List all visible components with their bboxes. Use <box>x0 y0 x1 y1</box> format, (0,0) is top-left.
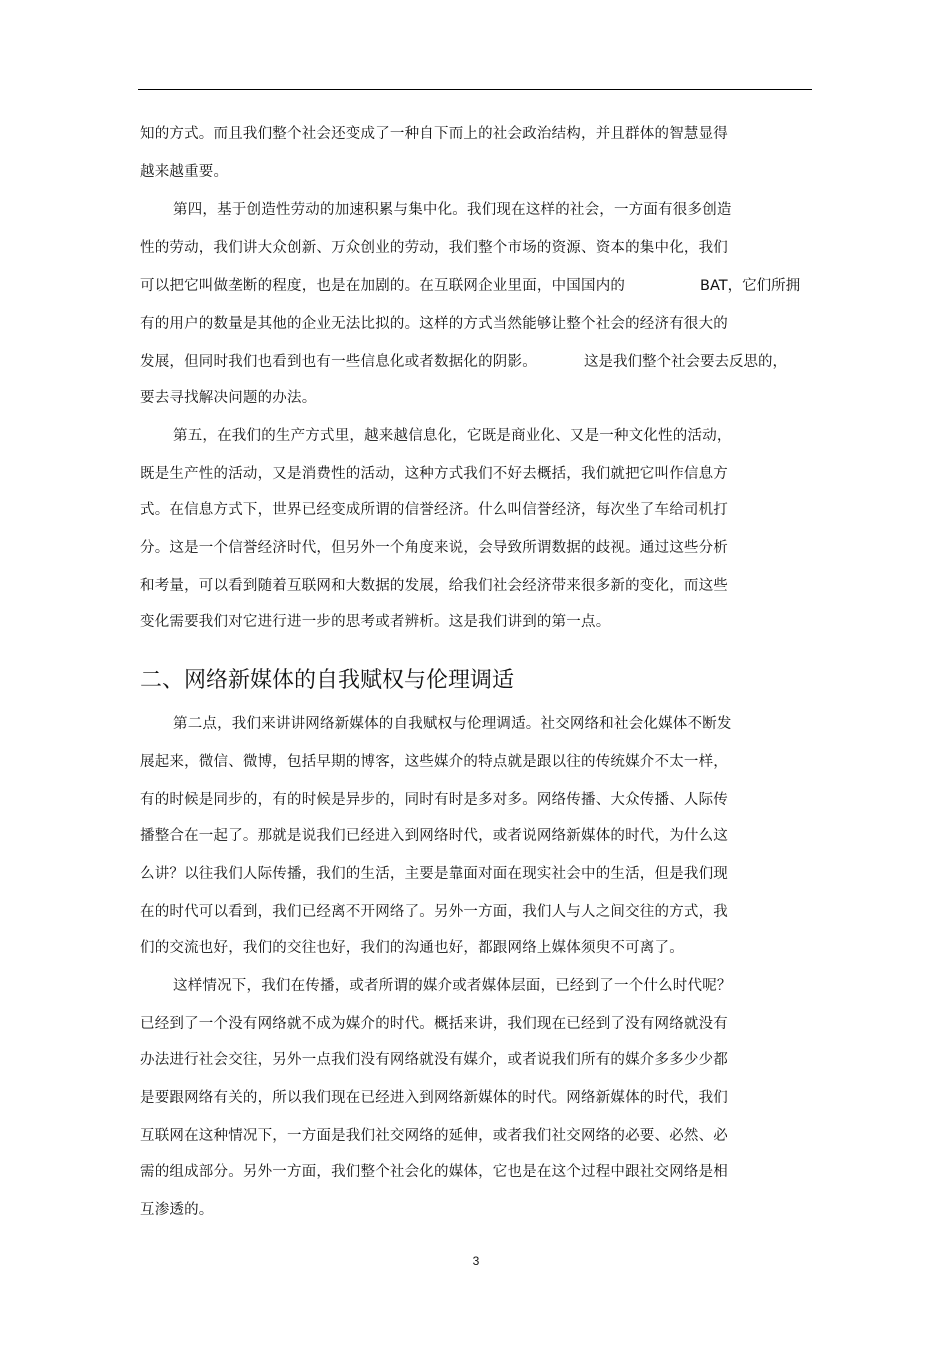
text-line: 么讲？以往我们人际传播，我们的生活，主要是靠面对面在现实社会中的生活，但是我们现 <box>140 866 728 882</box>
page-number: 3 <box>472 1254 480 1268</box>
text-line: 分。这是一个信誉经济时代，但另外一个角度来说，会导致所谓数据的歧视。通过这些分析 <box>140 540 728 556</box>
text-line: 变化需要我们对它进行进一步的思考或者辨析。这是我们讲到的第一点。 <box>140 614 611 630</box>
text-line: 互联网在这种情况下，一方面是我们社交网络的延伸，或者我们社交网络的必要、必然、必 <box>140 1128 728 1144</box>
text-line: 第二点，我们来讲讲网络新媒体的自我赋权与伦理调适。社交网络和社会化媒体不断发 <box>173 716 732 732</box>
text-line-fragment: BAT，它们所拥 <box>700 278 801 294</box>
text-line: 在的时代可以看到，我们已经离不开网络了。另外一方面，我们人与人之间交往的方式，我 <box>140 904 728 920</box>
text-line: 式。在信息方式下，世界已经变成所谓的信誉经济。什么叫信誉经济，每次坐了车给司机打 <box>140 502 728 518</box>
text-line: 可以把它叫做垄断的程度，也是在加剧的。在互联网企业里面，中国国内的 <box>140 278 626 294</box>
text-line: 有的时候是同步的，有的时候是异步的，同时有时是多对多。网络传播、大众传播、人际传 <box>140 792 728 808</box>
text-line: 和考量，可以看到随着互联网和大数据的发展，给我们社会经济带来很多新的变化，而这些 <box>140 578 728 594</box>
text-line: 们的交流也好，我们的交往也好，我们的沟通也好，都跟网络上媒体须臾不可离了。 <box>140 940 684 956</box>
text-line-fragment: 这是我们整个社会要去反思的， <box>584 354 787 370</box>
text-line: 有的用户的数量是其他的企业无法比拟的。这样的方式当然能够让整个社会的经济有很大的 <box>140 316 728 332</box>
text-line: 第四，基于创造性劳动的加速积累与集中化。我们现在这样的社会，一方面有很多创造 <box>173 202 732 218</box>
text-line: 性的劳动，我们讲大众创新、万众创业的劳动，我们整个市场的资源、资本的集中化，我们 <box>140 240 728 256</box>
section-heading: 二、网络新媒体的自我赋权与伦理调适 <box>140 668 515 693</box>
text-line: 是要跟网络有关的，所以我们现在已经进入到网络新媒体的时代。网络新媒体的时代，我们 <box>140 1090 728 1106</box>
text-line: 第五，在我们的生产方式里，越来越信息化，它既是商业化、又是一种文化性的活动， <box>173 428 732 444</box>
text-line: 发展，但同时我们也看到也有一些信息化或者数据化的阴影。 <box>140 354 537 370</box>
text-line: 播整合在一起了。那就是说我们已经进入到网络时代，或者说网络新媒体的时代，为什么这 <box>140 828 728 844</box>
text-line: 既是生产性的活动，又是消费性的活动，这种方式我们不好去概括，我们就把它叫作信息方 <box>140 466 728 482</box>
text-line: 办法进行社会交往，另外一点我们没有网络就没有媒介，或者说我们所有的媒介多多少少都 <box>140 1052 728 1068</box>
text-line: 互渗透的。 <box>140 1202 214 1218</box>
text-line: 要去寻找解决问题的办法。 <box>140 390 317 406</box>
text-line: 知的方式。而且我们整个社会还变成了一种自下而上的社会政治结构，并且群体的智慧显得 <box>140 126 728 142</box>
text-line: 已经到了一个没有网络就不成为媒介的时代。概括来讲，我们现在已经到了没有网络就没有 <box>140 1016 728 1032</box>
text-line: 越来越重要。 <box>140 164 229 180</box>
text-line: 需的组成部分。另外一方面，我们整个社会化的媒体，它也是在这个过程中跟社交网络是相 <box>140 1164 728 1180</box>
header-rule <box>138 89 812 90</box>
text-line: 展起来，微信、微博，包括早期的博客，这些媒介的特点就是跟以往的传统媒介不太一样， <box>140 754 728 770</box>
text-line: 这样情况下，我们在传播，或者所谓的媒介或者媒体层面，已经到了一个什么时代呢？ <box>173 978 732 994</box>
